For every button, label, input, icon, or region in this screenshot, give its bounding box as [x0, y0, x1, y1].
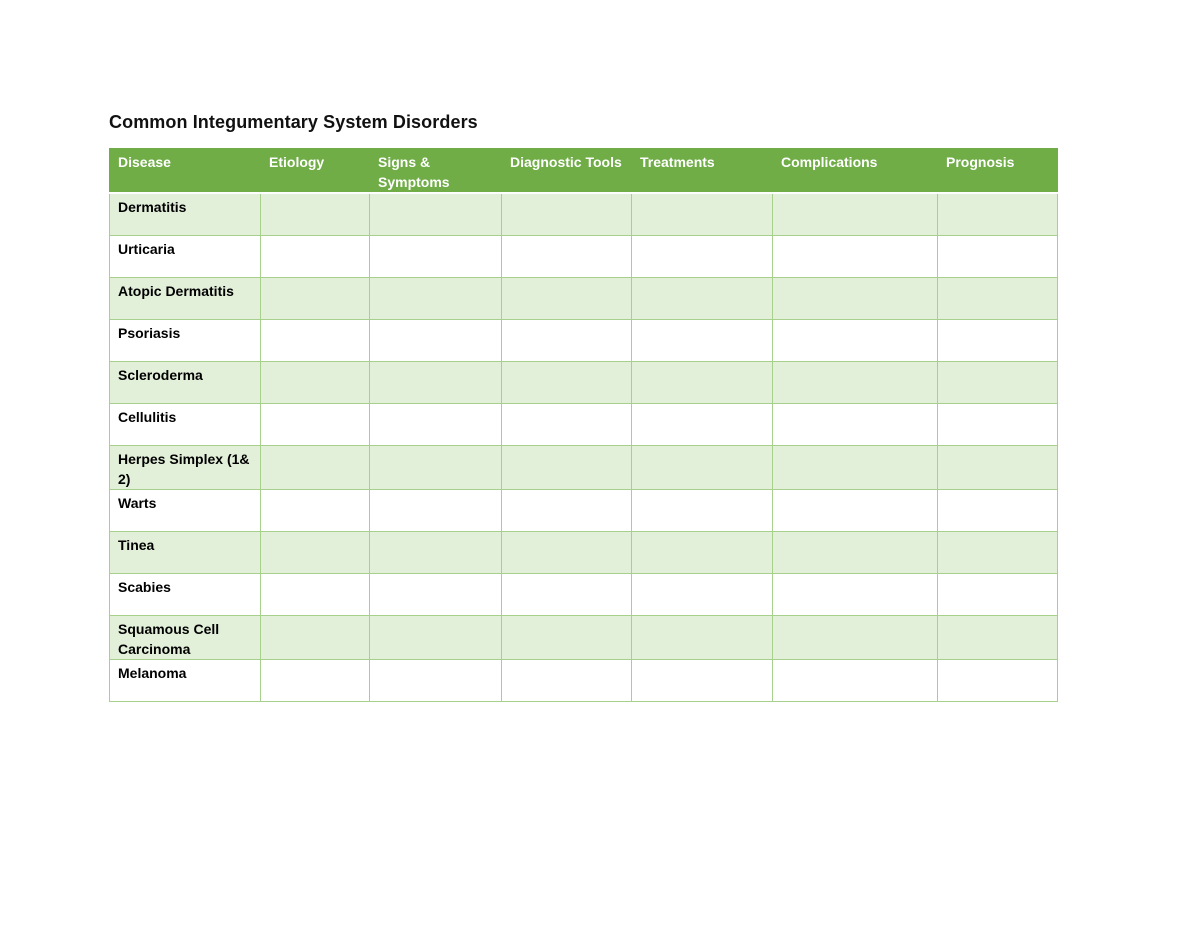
complications-cell — [773, 532, 938, 574]
treatments-cell — [632, 616, 773, 660]
prognosis-cell — [938, 446, 1058, 490]
prognosis-cell — [938, 320, 1058, 362]
diagnostic-tools-cell — [502, 320, 632, 362]
header-etiology: Etiology — [261, 149, 370, 194]
header-complications: Complications — [773, 149, 938, 194]
etiology-cell — [261, 236, 370, 278]
treatments-cell — [632, 362, 773, 404]
table-row — [110, 193, 1058, 236]
header-disease: Disease — [110, 149, 261, 194]
signs-symptoms-cell — [370, 278, 502, 320]
signs-symptoms-cell — [370, 532, 502, 574]
table-header — [110, 149, 1058, 194]
treatments-cell — [632, 320, 773, 362]
signs-symptoms-cell — [370, 236, 502, 278]
prognosis-cell — [938, 236, 1058, 278]
treatments-cell — [632, 446, 773, 490]
complications-cell — [773, 616, 938, 660]
etiology-cell — [261, 532, 370, 574]
disease-cell: Warts — [110, 490, 261, 532]
prognosis-cell — [938, 193, 1058, 236]
table-row — [110, 490, 1058, 532]
etiology-cell — [261, 320, 370, 362]
etiology-cell — [261, 404, 370, 446]
diagnostic-tools-cell — [502, 193, 632, 236]
signs-symptoms-cell — [370, 616, 502, 660]
prognosis-cell — [938, 660, 1058, 702]
etiology-cell — [261, 616, 370, 660]
treatments-cell — [632, 404, 773, 446]
header-diagnostic-tools: Diagnostic Tools — [502, 149, 632, 194]
signs-symptoms-cell — [370, 404, 502, 446]
disorders-table — [109, 148, 1058, 702]
header-signs-symptoms: Signs & Symptoms — [370, 149, 502, 194]
prognosis-cell — [938, 532, 1058, 574]
table-row — [110, 574, 1058, 616]
diagnostic-tools-cell — [502, 532, 632, 574]
table-row — [110, 404, 1058, 446]
etiology-cell — [261, 278, 370, 320]
disease-cell: Scleroderma — [110, 362, 261, 404]
table-row — [110, 236, 1058, 278]
diagnostic-tools-cell — [502, 278, 632, 320]
signs-symptoms-cell — [370, 193, 502, 236]
disease-cell: Scabies — [110, 574, 261, 616]
disease-cell: Herpes Simplex (1& 2) — [110, 446, 261, 490]
treatments-cell — [632, 278, 773, 320]
complications-cell — [773, 320, 938, 362]
etiology-cell — [261, 660, 370, 702]
complications-cell — [773, 446, 938, 490]
diagnostic-tools-cell — [502, 404, 632, 446]
table-row — [110, 446, 1058, 490]
table-row — [110, 660, 1058, 702]
disease-cell: Psoriasis — [110, 320, 261, 362]
diagnostic-tools-cell — [502, 446, 632, 490]
table-row — [110, 362, 1058, 404]
document-title: Common Integumentary System Disorders — [109, 112, 478, 132]
treatments-cell — [632, 660, 773, 702]
disease-cell: Urticaria — [110, 236, 261, 278]
etiology-cell — [261, 362, 370, 404]
table-row — [110, 278, 1058, 320]
prognosis-cell — [938, 404, 1058, 446]
etiology-cell — [261, 574, 370, 616]
disease-cell: Tinea — [110, 532, 261, 574]
disease-cell: Melanoma — [110, 660, 261, 702]
prognosis-cell — [938, 490, 1058, 532]
treatments-cell — [632, 236, 773, 278]
etiology-cell — [261, 446, 370, 490]
signs-symptoms-cell — [370, 490, 502, 532]
etiology-cell — [261, 490, 370, 532]
diagnostic-tools-cell — [502, 490, 632, 532]
complications-cell — [773, 193, 938, 236]
prognosis-cell — [938, 278, 1058, 320]
complications-cell — [773, 236, 938, 278]
disease-cell: Cellulitis — [110, 404, 261, 446]
prognosis-cell — [938, 616, 1058, 660]
diagnostic-tools-cell — [502, 660, 632, 702]
signs-symptoms-cell — [370, 320, 502, 362]
table-row — [110, 320, 1058, 362]
disease-cell: Atopic Dermatitis — [110, 278, 261, 320]
signs-symptoms-cell — [370, 446, 502, 490]
complications-cell — [773, 362, 938, 404]
treatments-cell — [632, 574, 773, 616]
prognosis-cell — [938, 362, 1058, 404]
diagnostic-tools-cell — [502, 362, 632, 404]
header-treatments: Treatments — [632, 149, 773, 194]
complications-cell — [773, 404, 938, 446]
treatments-cell — [632, 490, 773, 532]
diagnostic-tools-cell — [502, 574, 632, 616]
signs-symptoms-cell — [370, 660, 502, 702]
signs-symptoms-cell — [370, 362, 502, 404]
table-row — [110, 532, 1058, 574]
treatments-cell — [632, 532, 773, 574]
table-body — [110, 193, 1058, 702]
diagnostic-tools-cell — [502, 236, 632, 278]
complications-cell — [773, 490, 938, 532]
diagnostic-tools-cell — [502, 616, 632, 660]
complications-cell — [773, 660, 938, 702]
complications-cell — [773, 574, 938, 616]
prognosis-cell — [938, 574, 1058, 616]
disease-cell: Dermatitis — [110, 193, 261, 236]
disease-cell: Squamous Cell Carcinoma — [110, 616, 261, 660]
etiology-cell — [261, 193, 370, 236]
table-row — [110, 616, 1058, 660]
signs-symptoms-cell — [370, 574, 502, 616]
treatments-cell — [632, 193, 773, 236]
header-prognosis: Prognosis — [938, 149, 1058, 194]
complications-cell — [773, 278, 938, 320]
header-row — [110, 149, 1058, 194]
